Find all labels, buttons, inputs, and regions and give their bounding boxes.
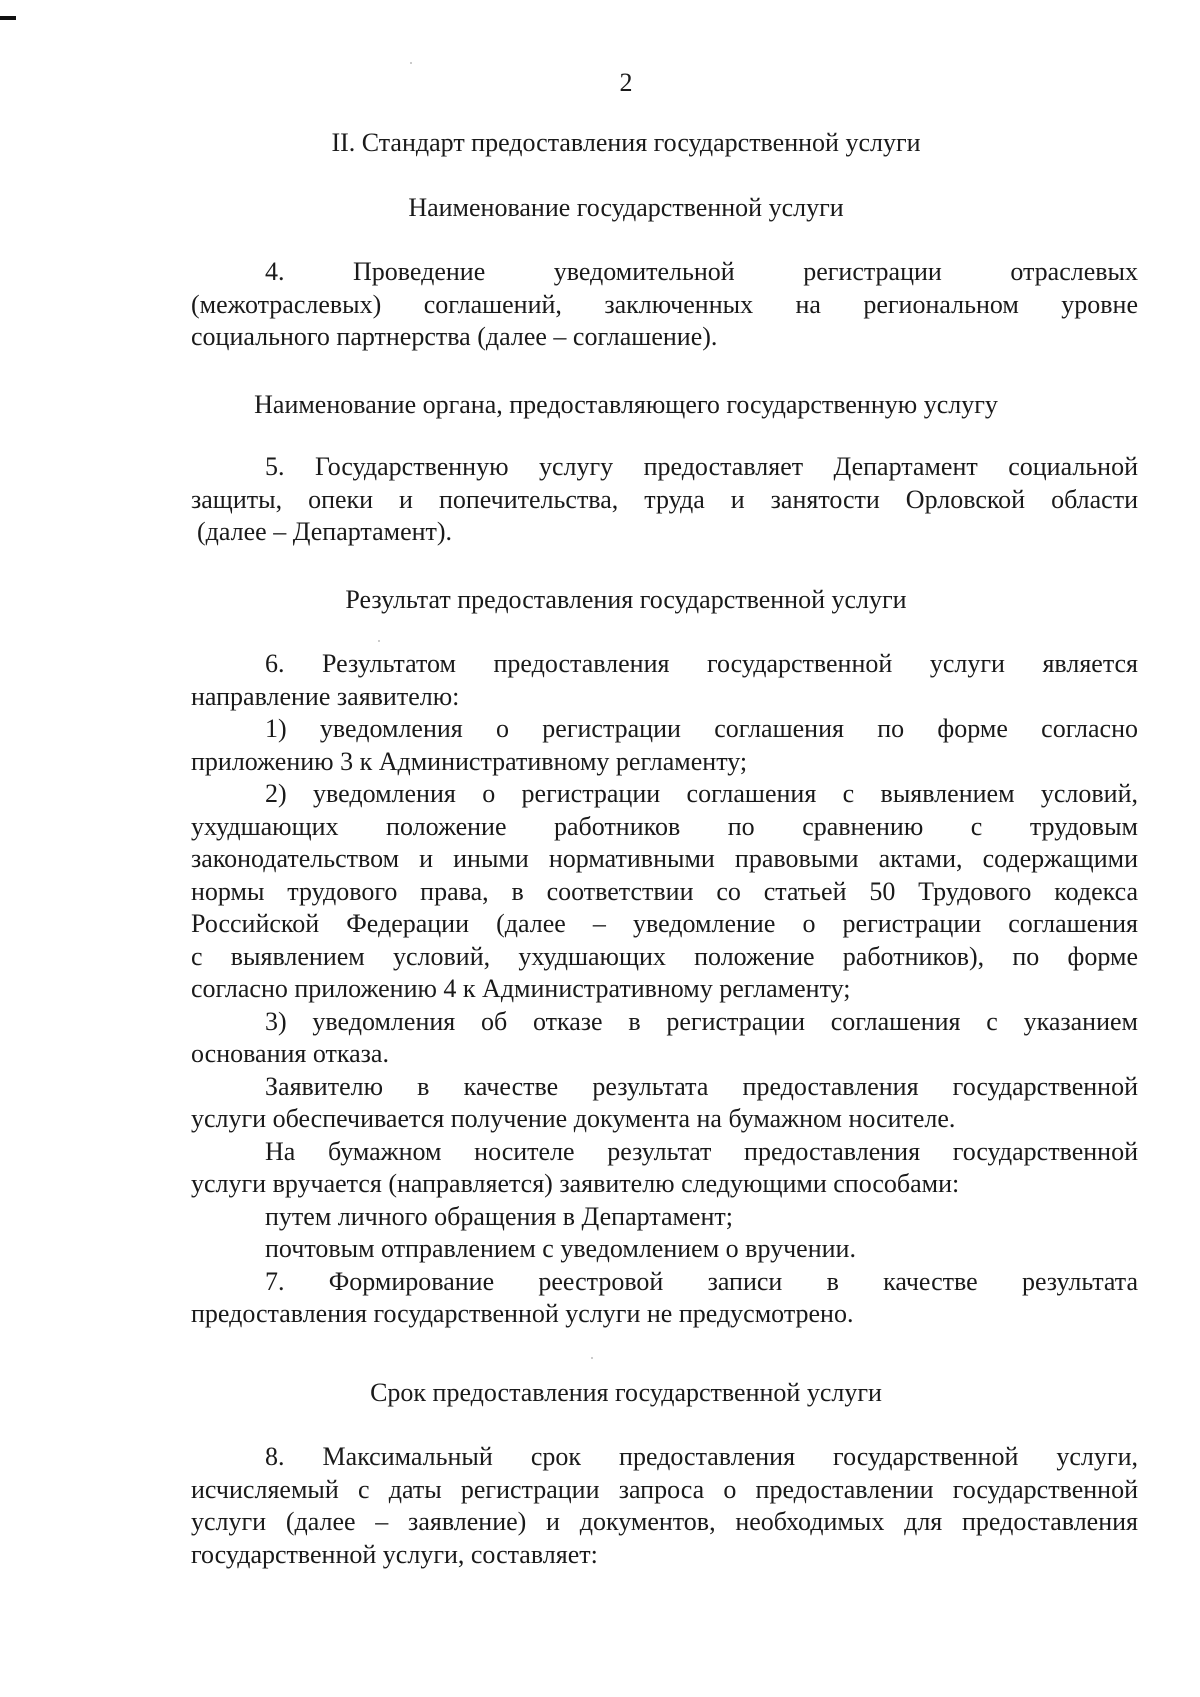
text-line: предоставления государственной услуги не предусмотрено. — [191, 1299, 854, 1328]
text-line: услуги обеспечивается получение документа на бумажном носителе. — [191, 1104, 956, 1133]
section-title: II. Стандарт предоставления государственной услуги — [331, 128, 921, 157]
text-line: государственной услуги, составляет: — [191, 1539, 598, 1569]
text-line: ухудшающих положение работников по сравнению с трудовым — [191, 811, 1138, 841]
text-line: (далее – Департамент). — [197, 517, 453, 546]
paragraph-5 — [191, 451, 1138, 549]
text-line: направление заявителю: — [191, 681, 460, 711]
heading-result: Результат предоставления государственной услуги — [345, 585, 907, 614]
scan-speck — [591, 1357, 593, 1359]
paragraph-4 — [191, 256, 1138, 354]
text-line: (межотраслевых) соглашений, заключенных на региональном уровне — [191, 289, 1138, 319]
paragraph-6 — [191, 648, 1138, 1331]
text-line: услуги (далее – заявление) и документов, необходимых для предоставления — [191, 1507, 1138, 1536]
text-line: 4. Проведение уведомительной регистрации отраслевых — [265, 257, 1138, 286]
text-line: почтовым отправлением с уведомлением о вручении. — [265, 1234, 856, 1263]
scan-speck — [378, 640, 380, 642]
text-line: На бумажном носителе результат предоставления государственной — [265, 1136, 1138, 1166]
text-line: 2) уведомления о регистрации соглашения с выявлением условий, — [265, 779, 1138, 808]
text-line: приложению 3 к Административному регламенту; — [191, 746, 748, 776]
text-line: социального партнерства (далее – соглашение). — [191, 322, 718, 351]
text-line: Заявителю в качестве результата предоставления государственной — [265, 1071, 1138, 1101]
heading-service-name: Наименование государственной услуги — [408, 193, 844, 222]
scan-edge-mark — [0, 16, 16, 20]
text-line: 3) уведомления об отказе в регистрации соглашения с указанием — [265, 1006, 1138, 1036]
text-line: согласно приложению 4 к Административному регламенту; — [191, 974, 851, 1003]
text-line: 7. Формирование реестровой записи в качестве результата — [265, 1266, 1138, 1296]
text-line: основания отказа. — [191, 1039, 389, 1068]
heading-authority-name: Наименование органа, предоставляющего государственную услугу — [254, 390, 998, 419]
text-line: законодательством и иными нормативными правовыми актами, содержащими — [191, 844, 1138, 873]
text-line: исчисляемый с даты регистрации запроса о предоставлении государственной — [191, 1474, 1138, 1504]
text-line: 6. Результатом предоставления государственной услуги является — [265, 649, 1138, 678]
text-line: путем личного обращения в Департамент; — [265, 1201, 733, 1231]
text-line: 1) уведомления о регистрации соглашения по форме согласно — [265, 714, 1138, 743]
text-line: 8. Максимальный срок предоставления государственной услуги, — [265, 1442, 1138, 1471]
text-line: с выявлением условий, ухудшающих положение работников), по форме — [191, 941, 1138, 971]
page-number: 2 — [619, 68, 633, 97]
heading-term: Срок предоставления государственной услуги — [370, 1378, 882, 1407]
text-line: 5. Государственную услугу предоставляет Департамент социальной — [265, 452, 1138, 481]
text-line: услуги вручается (направляется) заявителю следующими способами: — [191, 1169, 960, 1198]
text-line: нормы трудового права, в соответствии со статьей 50 Трудового кодекса — [191, 876, 1138, 906]
text-line: защиты, опеки и попечительства, труда и занятости Орловской области — [191, 484, 1138, 514]
scan-speck — [410, 62, 412, 64]
paragraph-8 — [191, 1441, 1138, 1571]
text-line: Российской Федерации (далее – уведомление о регистрации соглашения — [191, 909, 1138, 938]
